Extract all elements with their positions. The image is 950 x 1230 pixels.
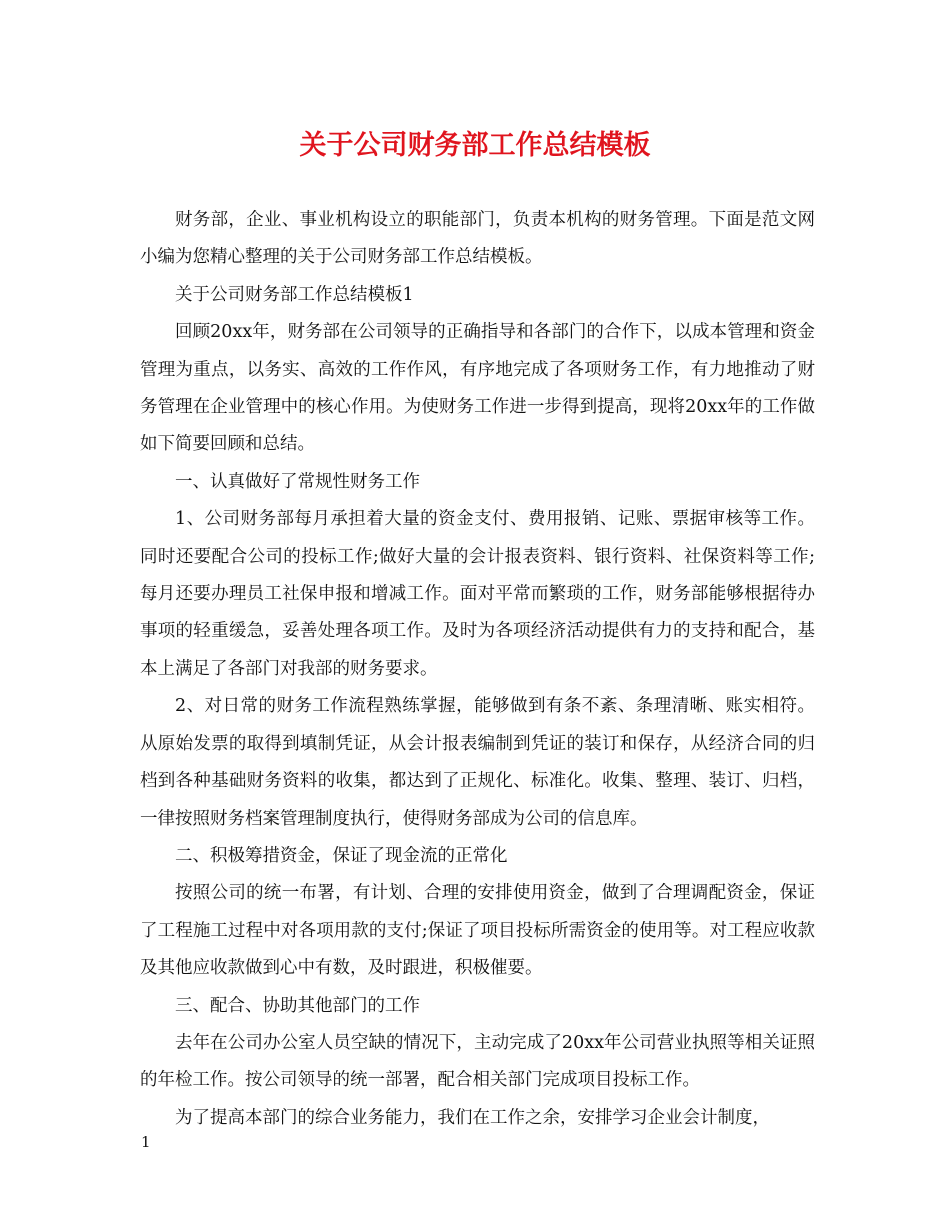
body-paragraph: 去年在公司办公室人员空缺的情况下，主动完成了20xx年公司营业执照等相关证照的年检工作。按公司领导的统一部署，配合相关部门完成项目投标工作。 xyxy=(140,1032,815,1091)
body-paragraph: 关于公司财务部工作总结模板1 xyxy=(175,284,414,305)
section-heading: 二、积极筹措资金，保证了现金流的正常化 xyxy=(175,845,508,866)
body-paragraph: 财务部，企业、事业机构设立的职能部门，负责本机构的财务管理。下面是范文网小编为您精心整理的关于公司财务部工作总结模板。 xyxy=(140,210,815,268)
body-paragraph: 1、公司财务部每月承担着大量的资金支付、费用报销、记账、票据审核等工作。同时还要配合公司的投标工作;做好大量的会计报表资料、银行资料、社保资料等工作;每月还要办理员工社保申报和增减工作。面对平常而繁琐的工作，财务部能够根据待办事项的轻重缓急，妥善处理各项工作。及时为各项经济活动提供有力的支持和配合，基本上满足了各部门对我部的财务要求。 xyxy=(140,509,815,679)
document-title: 关于公司财务部工作总结模板 xyxy=(299,130,651,161)
section-heading: 一、认真做好了常规性财务工作 xyxy=(175,471,420,492)
body-paragraph: 回顾20xx年，财务部在公司领导的正确指导和各部门的合作下，以成本管理和资金管理为重点，以务实、高效的工作作风，有序地完成了各项财务工作，有力地推动了财务管理在企业管理中的核心作用。为使财务工作进一步得到提高，现将20xx年的工作做如下简要回顾和总结。 xyxy=(140,322,815,455)
body-paragraph: 为了提高本部门的综合业务能力，我们在工作之余，安排学习企业会计制度， xyxy=(175,1107,770,1128)
page-number: 1 xyxy=(141,1133,151,1151)
body-paragraph: 按照公司的统一布署，有计划、合理的安排使用资金，做到了合理调配资金，保证了工程施工过程中对各项用款的支付;保证了项目投标所需资金的使用等。对工程应收款及其他应收款做到心中有数，及时跟进，积极催要。 xyxy=(140,883,815,979)
body-paragraph: 2、对日常的财务工作流程熟练掌握，能够做到有条不紊、条理清晰、账实相符。从原始发票的取得到填制凭证，从会计报表编制到凭证的装订和保存，从经济合同的归档到各种基础财务资料的收集，都达到了正规化、标准化。收集、整理、装订、归档，一律按照财务档案管理制度执行，使得财务部成为公司的信息库。 xyxy=(140,696,815,829)
section-heading: 三、配合、协助其他部门的工作 xyxy=(175,995,420,1016)
document-body xyxy=(140,202,815,1137)
